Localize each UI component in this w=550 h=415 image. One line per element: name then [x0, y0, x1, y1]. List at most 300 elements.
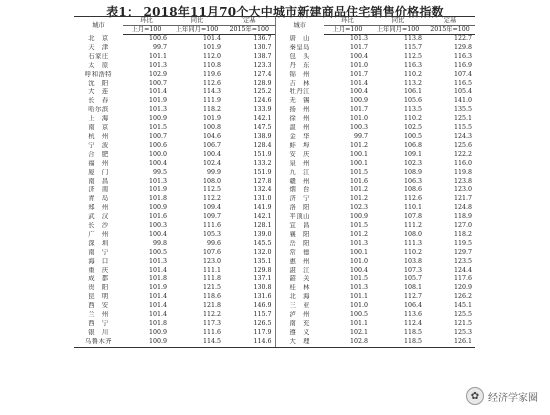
cell-city-2: 泉 州 [275, 160, 324, 169]
cell-city: 成 都 [88, 275, 109, 283]
cell-mom: 100.4 [148, 159, 167, 167]
cell-fixed-2: 125.5 [453, 311, 472, 319]
cell-yoy-2: 106.4 [403, 302, 422, 310]
cell-yoy: 112.2 [202, 195, 221, 203]
cell-yoy: 109.4 [202, 204, 221, 212]
cell-mom: 101.9 [148, 186, 167, 194]
cell-city-2: 包 头 [275, 53, 324, 62]
subheader-mom: 上月=100 [123, 26, 170, 35]
cell-fixed-2: 120.9 [453, 284, 472, 292]
cell-city-2: 桂 林 [275, 284, 324, 293]
cell-yoy: 111.8 [202, 275, 221, 283]
table-row [74, 178, 475, 187]
cell-fixed: 138.9 [253, 132, 272, 140]
table-row [74, 284, 475, 293]
cell-fixed: 128.9 [253, 79, 272, 87]
header-city-2: 城市 [275, 17, 324, 35]
header-mom-2: 环比 [324, 17, 371, 26]
cell-mom-2: 100.4 [349, 88, 368, 96]
cell-mom: 100.6 [148, 141, 167, 149]
cell-yoy-2: 108.9 [403, 168, 422, 176]
cell-yoy-2: 102.5 [403, 124, 422, 132]
cell-city: 厦 门 [88, 168, 109, 176]
cell-mom: 101.3 [148, 177, 167, 185]
cell-fixed-2: 126.1 [425, 338, 475, 347]
cell-fixed: 146.9 [253, 302, 272, 310]
cell-yoy-2: 107.3 [403, 266, 422, 274]
cell-yoy: 104.6 [202, 132, 221, 140]
cell-city: 大 连 [88, 88, 109, 96]
cell-fixed: 138.7 [253, 52, 272, 60]
cell-fixed: 145.5 [253, 239, 272, 247]
table-row [74, 267, 475, 276]
cell-yoy-2: 115.7 [403, 43, 422, 51]
table-row [74, 124, 475, 133]
cell-mom-2: 101.5 [349, 275, 368, 283]
cell-yoy-2: 111.3 [403, 239, 422, 247]
cell-mom: 101.1 [148, 52, 167, 60]
cell-fixed-2: 117.6 [453, 275, 472, 283]
table-row [74, 71, 475, 80]
cell-yoy: 121.5 [202, 284, 221, 292]
table-row [74, 62, 475, 71]
header-yoy: 同比 [170, 17, 224, 26]
cell-city: 长 沙 [88, 222, 109, 230]
cell-city: 西 安 [88, 302, 109, 310]
cell-mom: 101.4 [148, 293, 167, 301]
cell-city-2: 温 州 [275, 124, 324, 133]
table-row [74, 115, 475, 124]
cell-fixed: 131.6 [253, 293, 272, 301]
cell-yoy: 112.6 [202, 79, 221, 87]
cell-fixed: 131.0 [253, 195, 272, 203]
table-row [74, 293, 475, 302]
cell-mom: 100.9 [148, 115, 167, 123]
table-row [74, 160, 475, 169]
cell-city-2: 南 充 [275, 320, 324, 329]
cell-mom: 101.9 [148, 97, 167, 105]
cell-city: 长 春 [88, 97, 109, 105]
cell-yoy-2: 112.5 [403, 52, 422, 60]
cell-yoy: 112.2 [202, 311, 221, 319]
cell-mom-2: 101.3 [349, 239, 368, 247]
cell-mom: 101.8 [148, 320, 167, 327]
cell-yoy-2: 106.3 [403, 177, 422, 185]
cell-city-2: 平顶山 [275, 213, 324, 222]
cell-mom-2: 101.2 [349, 141, 368, 149]
cell-yoy-2: 113.6 [403, 311, 422, 319]
cell-yoy: 101.9 [202, 43, 221, 51]
cell-city-2: 吉 林 [275, 80, 324, 89]
cell-city-2: 徐 州 [275, 115, 324, 124]
cell-yoy: 114.5 [170, 338, 224, 347]
cell-fixed-2: 122.7 [453, 35, 472, 42]
cell-yoy-2: 110.2 [403, 70, 422, 78]
cell-yoy-2: 108.0 [403, 230, 422, 238]
cell-city-2: 九 江 [275, 169, 324, 178]
cell-city-2: 惠 州 [275, 258, 324, 267]
cell-fixed: 141.9 [253, 204, 272, 212]
cell-fixed: 128.4 [253, 141, 272, 149]
cell-yoy-2: 110.1 [403, 204, 422, 212]
cell-fixed: 130.8 [253, 284, 272, 292]
cell-yoy-2: 111.2 [403, 222, 422, 230]
cell-mom: 101.4 [148, 88, 167, 96]
cell-fixed-2: 116.3 [453, 52, 472, 60]
table-row [74, 195, 475, 204]
subheader-mom-2: 上月=100 [324, 26, 371, 35]
cell-mom: 100.5 [148, 248, 167, 256]
cell-city-2: 赣 州 [275, 178, 324, 187]
watermark [462, 385, 542, 407]
cell-city-2: 唐 山 [275, 35, 324, 44]
table-row [74, 151, 475, 160]
cell-yoy-2: 102.3 [403, 159, 422, 167]
cell-yoy: 117.3 [202, 320, 221, 327]
cell-mom: 100.7 [148, 132, 167, 140]
cell-mom: 101.6 [148, 213, 167, 221]
header-city: 城市 [74, 17, 123, 35]
cell-yoy: 99.6 [206, 239, 221, 247]
cell-mom-2: 102.8 [324, 338, 371, 347]
cell-mom-2: 101.7 [349, 106, 368, 114]
cell-yoy: 102.4 [202, 159, 221, 167]
cell-mom-2: 101.5 [349, 222, 368, 230]
cell-yoy-2: 108.6 [403, 186, 422, 194]
cell-city-2: 秦皇岛 [275, 44, 324, 53]
cell-fixed: 133.2 [253, 159, 272, 167]
cell-city-2: 蚌 埠 [275, 142, 324, 151]
cell-city-2: 丹 东 [275, 62, 324, 71]
cell-fixed: 124.6 [253, 97, 272, 105]
cell-mom: 101.3 [148, 61, 167, 69]
cell-fixed: 117.9 [253, 328, 272, 336]
cell-fixed: 115.7 [253, 311, 272, 319]
cell-yoy: 111.6 [202, 328, 221, 336]
table-row [74, 275, 475, 284]
table-row [74, 80, 475, 89]
cell-city: 贵 阳 [88, 284, 109, 292]
cell-mom: 101.9 [148, 284, 167, 292]
cell-fixed: 132.0 [253, 248, 272, 256]
cell-mom-2: 100.4 [349, 52, 368, 60]
cell-city: 太 原 [88, 61, 109, 69]
cell-city-2: 安 庆 [275, 151, 324, 160]
cell-city: 福 州 [88, 159, 109, 167]
cell-mom-2: 100.4 [349, 266, 368, 274]
cell-yoy: 109.7 [202, 213, 221, 221]
cell-city-2: 无 锡 [275, 97, 324, 106]
cell-fixed: 147.5 [253, 124, 272, 132]
cell-city-2: 襄 阳 [275, 231, 324, 240]
cell-yoy-2: 107.8 [403, 213, 422, 221]
cell-city-2: 岳 阳 [275, 240, 324, 249]
cell-fixed: 126.5 [253, 320, 272, 327]
table-row [74, 186, 475, 195]
cell-yoy: 119.6 [202, 70, 221, 78]
cell-city: 郑 州 [88, 204, 109, 212]
cell-city: 宁 波 [88, 141, 109, 149]
cell-fixed-2: 116.9 [453, 61, 472, 69]
cell-fixed: 127.8 [253, 177, 272, 185]
cell-fixed-2: 115.5 [453, 124, 472, 132]
cell-fixed-2: 118.9 [453, 213, 472, 221]
cell-fixed-2: 116.0 [453, 159, 472, 167]
cell-city: 南 京 [88, 124, 109, 132]
cell-fixed-2: 125.1 [453, 115, 472, 123]
cell-mom: 101.3 [148, 106, 167, 114]
cell-city: 银 川 [88, 328, 109, 336]
cell-yoy: 112.5 [202, 186, 221, 194]
cell-fixed: 123.3 [253, 61, 272, 69]
cell-yoy: 100.4 [202, 150, 221, 158]
cell-fixed: 142.1 [253, 115, 272, 123]
cell-mom-2: 102.3 [349, 204, 368, 212]
cell-city: 哈尔滨 [88, 106, 109, 114]
wechat-logo-icon: ✿ [466, 387, 484, 405]
cell-mom: 100.7 [148, 79, 167, 87]
cell-city: 乌鲁木齐 [74, 338, 123, 347]
cell-city: 深 圳 [88, 239, 109, 247]
cell-fixed: 135.1 [253, 257, 272, 265]
cell-yoy: 123.0 [202, 257, 221, 265]
table-row [74, 338, 475, 347]
cell-city: 重 庆 [88, 266, 109, 274]
header-fixed-2: 定基 [425, 17, 475, 26]
table-row [74, 106, 475, 115]
cell-yoy: 101.4 [202, 35, 221, 42]
table-row [74, 44, 475, 53]
cell-fixed: 114.6 [224, 338, 275, 347]
table-row [74, 258, 475, 267]
cell-city: 武 汉 [88, 213, 109, 221]
cell-fixed-2: 118.2 [453, 230, 472, 238]
cell-city-2: 扬 州 [275, 106, 324, 115]
cell-yoy-2: 112.6 [403, 195, 422, 203]
cell-mom: 101.4 [148, 311, 167, 319]
table-row [74, 204, 475, 213]
cell-yoy: 108.0 [202, 177, 221, 185]
cell-city: 呼和浩特 [84, 70, 113, 78]
header-mom: 环比 [123, 17, 170, 26]
cell-mom: 100.9 [123, 338, 170, 347]
subheader-yoy-2: 上年同月=100 [371, 26, 425, 35]
cell-city-2: 大 理 [275, 338, 324, 347]
cell-fixed: 130.7 [253, 43, 272, 51]
cell-yoy-2: 109.1 [403, 150, 422, 158]
cell-city: 广 州 [88, 230, 109, 238]
cell-fixed-2: 123.0 [453, 186, 472, 194]
cell-yoy: 106.7 [202, 141, 221, 149]
cell-fixed: 136.7 [253, 35, 272, 42]
cell-mom: 101.4 [148, 266, 167, 274]
cell-yoy: 118.2 [202, 106, 221, 114]
cell-mom: 101.4 [148, 302, 167, 310]
cell-mom-2: 101.0 [349, 257, 368, 265]
cell-yoy-2: 100.5 [403, 132, 422, 140]
cell-fixed: 142.1 [253, 213, 272, 221]
cell-yoy-2: 116.3 [403, 61, 422, 69]
table-row [74, 240, 475, 249]
cell-yoy-2: 118.5 [403, 328, 422, 336]
table-title: 表1： 2018年11月70个大中城市新建商品住宅销售价格指数 [106, 5, 444, 19]
cell-yoy: 110.8 [202, 61, 221, 69]
cell-yoy-2: 110.2 [403, 115, 422, 123]
cell-fixed-2: 129.7 [453, 248, 472, 256]
cell-mom: 100.4 [148, 230, 167, 238]
cell-city: 北 京 [88, 34, 109, 42]
table-row [74, 133, 475, 142]
cell-city-2: 金 华 [275, 133, 324, 142]
cell-mom: 99.8 [152, 239, 167, 247]
cell-yoy: 121.8 [202, 302, 221, 310]
table-row [74, 142, 475, 151]
cell-city: 南 昌 [88, 177, 109, 185]
cell-fixed: 128.1 [253, 222, 272, 230]
cell-fixed-2: 125.6 [453, 141, 472, 149]
cell-fixed-2: 116.5 [453, 79, 472, 87]
cell-yoy-2: 112.4 [403, 320, 422, 327]
cell-yoy-2: 103.8 [403, 257, 422, 265]
cell-city-2: 三 亚 [275, 302, 324, 311]
cell-city: 青 岛 [88, 195, 109, 203]
price-index-table [74, 16, 475, 348]
header-yoy-2: 同比 [371, 17, 425, 26]
cell-mom-2: 101.2 [349, 186, 368, 194]
cell-mom: 101.5 [148, 124, 167, 132]
cell-city: 南 宁 [88, 248, 109, 256]
cell-yoy: 100.8 [202, 124, 221, 132]
cell-yoy: 112.0 [202, 52, 221, 60]
cell-fixed-2: 119.5 [453, 239, 472, 247]
cell-mom-2: 102.1 [349, 328, 368, 336]
cell-city-2: 济 宁 [275, 195, 324, 204]
cell-yoy-2: 112.7 [403, 293, 422, 301]
cell-mom-2: 101.0 [349, 115, 368, 123]
subheader-yoy: 上年同月=100 [170, 26, 224, 35]
cell-yoy: 118.6 [202, 293, 221, 301]
cell-city: 天 津 [88, 43, 109, 51]
cell-fixed: 151.9 [253, 150, 272, 158]
cell-fixed: 127.4 [253, 70, 272, 78]
table-row [74, 222, 475, 231]
cell-fixed-2: 125.3 [453, 328, 472, 336]
cell-mom-2: 101.5 [349, 168, 368, 176]
cell-yoy-2: 108.1 [403, 284, 422, 292]
cell-city: 上 海 [88, 115, 109, 123]
table-row [74, 329, 475, 338]
cell-yoy-2: 106.1 [403, 88, 422, 96]
cell-mom: 101.8 [148, 275, 167, 283]
cell-fixed-2: 121.7 [453, 195, 472, 203]
table-row [74, 302, 475, 311]
cell-yoy-2: 105.7 [403, 275, 422, 283]
cell-mom-2: 101.2 [349, 195, 368, 203]
cell-mom-2: 101.1 [349, 293, 368, 301]
cell-city: 沈 阳 [88, 79, 109, 87]
subheader-fixed: 2015年=100 [224, 26, 275, 35]
cell-yoy-2: 113.2 [403, 79, 422, 87]
cell-yoy: 105.3 [202, 230, 221, 238]
cell-city: 石家庄 [88, 52, 109, 60]
cell-mom-2: 101.0 [349, 61, 368, 69]
cell-mom-2: 101.4 [349, 79, 368, 87]
cell-city: 昆 明 [88, 293, 109, 301]
cell-fixed-2: 124.8 [453, 204, 472, 212]
cell-mom-2: 100.9 [349, 213, 368, 221]
cell-city: 济 南 [88, 186, 109, 194]
cell-fixed-2: 121.5 [453, 320, 472, 327]
cell-fixed: 125.2 [253, 88, 272, 96]
cell-city-2: 烟 台 [275, 186, 324, 195]
cell-fixed-2: 124.4 [453, 266, 472, 274]
cell-city-2: 泸 州 [275, 311, 324, 320]
cell-city-2: 牡丹江 [275, 88, 324, 97]
table-row [74, 231, 475, 240]
cell-city: 杭 州 [88, 132, 109, 140]
cell-fixed: 129.8 [253, 266, 272, 274]
cell-mom-2: 101.7 [349, 43, 368, 51]
cell-mom-2: 100.1 [349, 248, 368, 256]
cell-fixed-2: 107.4 [453, 70, 472, 78]
cell-mom-2: 101.0 [349, 302, 368, 310]
cell-yoy-2: 113.8 [403, 35, 422, 42]
cell-fixed-2: 105.4 [453, 88, 472, 96]
cell-fixed-2: 141.0 [453, 97, 472, 105]
table-row [74, 169, 475, 178]
cell-city-2: 韶 关 [275, 275, 324, 284]
cell-city-2: 锦 州 [275, 71, 324, 80]
table-row [74, 213, 475, 222]
cell-mom: 100.0 [148, 150, 167, 158]
cell-fixed: 132.4 [253, 186, 272, 194]
cell-yoy-2: 118.5 [371, 338, 425, 347]
cell-fixed-2: 127.0 [453, 222, 472, 230]
cell-city-2: 洛 阳 [275, 204, 324, 213]
cell-fixed-2: 129.8 [453, 43, 472, 51]
cell-mom-2: 99.7 [353, 132, 368, 140]
cell-mom: 100.3 [148, 222, 167, 230]
cell-mom-2: 101.1 [349, 320, 368, 327]
cell-city: 海 口 [88, 257, 109, 265]
cell-fixed-2: 123.5 [453, 257, 472, 265]
cell-fixed: 133.9 [253, 106, 272, 114]
cell-mom: 102.9 [148, 70, 167, 78]
cell-city-2: 湛 江 [275, 267, 324, 276]
cell-yoy: 111.1 [202, 266, 221, 274]
cell-mom-2: 100.3 [349, 124, 368, 132]
cell-mom: 101.8 [148, 195, 167, 203]
cell-yoy: 99.9 [206, 168, 221, 176]
cell-fixed-2: 122.2 [453, 150, 472, 158]
cell-mom: 100.9 [148, 204, 167, 212]
cell-yoy: 107.6 [202, 248, 221, 256]
cell-fixed-2: 119.8 [453, 168, 472, 176]
cell-fixed-2: 145.1 [453, 302, 472, 310]
cell-fixed: 151.9 [253, 168, 272, 176]
cell-mom: 100.9 [148, 328, 167, 336]
cell-yoy: 101.9 [202, 115, 221, 123]
table-body [74, 35, 475, 348]
cell-mom: 101.3 [148, 257, 167, 265]
table-row [74, 320, 475, 329]
cell-mom-2: 101.3 [349, 284, 368, 292]
cell-yoy: 114.3 [202, 88, 221, 96]
cell-mom-2: 101.7 [349, 70, 368, 78]
cell-mom: 99.5 [152, 168, 167, 176]
cell-mom-2: 101.6 [349, 177, 368, 185]
table-row [74, 53, 475, 62]
